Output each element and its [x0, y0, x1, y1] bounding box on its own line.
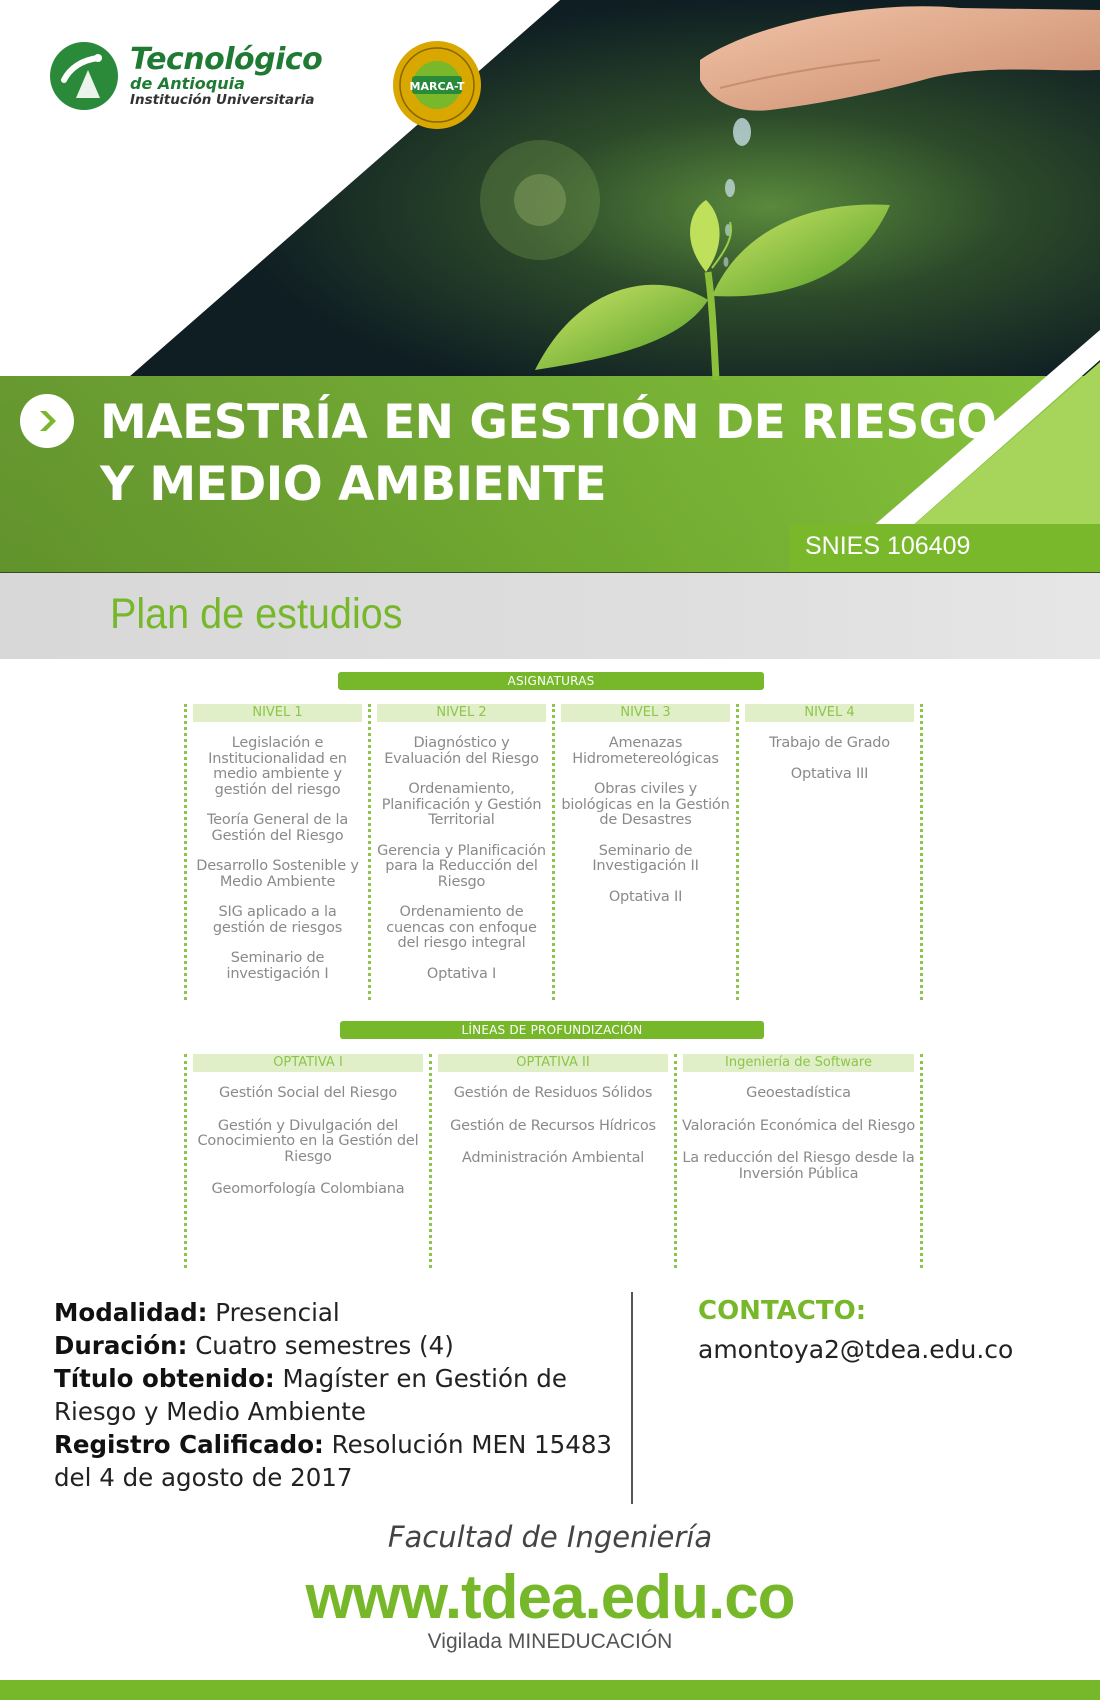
- list-item: Ordenamiento, Planificación y Gestión Territorial: [381, 781, 542, 828]
- modalidad-value: Presencial: [215, 1298, 340, 1327]
- program-title: MAESTRÍA EN GESTIÓN DE RIESGO Y MEDIO AMBIENTE: [100, 395, 997, 512]
- program-details: [54, 1296, 614, 1494]
- contact-label: CONTACTO:: [698, 1296, 867, 1326]
- duracion-value: Cuatro semestres (4): [195, 1331, 454, 1360]
- list-item: Gestión de Recursos Hídricos: [450, 1117, 656, 1134]
- list-item: Teoría General de la Gestión del Riesgo: [206, 812, 349, 844]
- level-label: NIVEL 3: [561, 704, 730, 722]
- list-item: Seminario de Investigación II: [592, 842, 699, 874]
- hero-banner: [0, 0, 1100, 575]
- list-item: Administración Ambiental: [461, 1150, 645, 1166]
- website-link[interactable]: www.tdea.edu.co: [305, 1563, 795, 1632]
- registro-row: [54, 1428, 614, 1494]
- duracion-row: [54, 1329, 614, 1362]
- titulo-label: Título obtenido:: [54, 1364, 275, 1393]
- duracion-label: Duración:: [54, 1331, 188, 1360]
- tdea-logo-icon: [48, 40, 120, 112]
- list-item: Gestión de Residuos Sólidos: [453, 1085, 653, 1101]
- line-column-1: [187, 1054, 429, 1213]
- list-item: Geoestadística: [746, 1085, 851, 1101]
- logo-name-line2: de Antioquia: [130, 73, 245, 93]
- divider: [631, 1292, 633, 1504]
- list-item: Gerencia y Planificación para la Reducción del Riesgo: [377, 842, 546, 890]
- asignaturas-header: ASIGNATURAS: [338, 672, 764, 690]
- list-item: Seminario de investigación I: [226, 950, 329, 982]
- footer-bar: [0, 1680, 1100, 1700]
- list-item: Geomorfología Colombiana: [211, 1181, 405, 1197]
- level-label: NIVEL 4: [745, 704, 914, 722]
- list-item: Diagnóstico y Evaluación del Riesgo: [384, 735, 539, 767]
- titulo-value: Magíster en Gestión de Riesgo y Medio Ambiente: [54, 1364, 567, 1426]
- list-item: Optativa I: [426, 965, 497, 982]
- profundizacion-grid: [184, 1054, 924, 1268]
- svg-text:MARCA-T: MARCA-T: [409, 80, 465, 93]
- profundizacion-header: LÍNEAS DE PROFUNDIZACIÓN: [340, 1021, 764, 1039]
- list-item: La reducción del Riesgo desde la Inversión Pública: [682, 1150, 915, 1182]
- line-label: OPTATIVA II: [438, 1054, 668, 1072]
- chevron-right-icon: [20, 394, 74, 448]
- registro-value: Resolución MEN 15483 del 4 de agosto de 2017: [54, 1430, 612, 1492]
- level-column-4: [739, 704, 920, 797]
- titulo-row: [54, 1362, 614, 1428]
- list-item: Ordenamiento de cuencas con enfoque del riesgo integral: [386, 904, 537, 951]
- line-label: Ingeniería de Software: [683, 1054, 914, 1072]
- level-column-2: [371, 704, 552, 997]
- list-item: Obras civiles y biológicas en la Gestión de Desastres: [561, 781, 730, 828]
- divider: [920, 1054, 923, 1268]
- modalidad-label: Modalidad:: [54, 1298, 208, 1327]
- line-column-3: [677, 1054, 920, 1197]
- list-item: Gestión Social del Riesgo: [218, 1085, 398, 1101]
- registro-label: Registro Calificado:: [54, 1430, 324, 1459]
- level-column-3: [555, 704, 736, 920]
- asignaturas-grid: [184, 704, 924, 1000]
- tdea-logo: [48, 40, 322, 112]
- line-label: OPTATIVA I: [193, 1054, 423, 1072]
- contact-email-link[interactable]: amontoya2@tdea.edu.co: [698, 1335, 1014, 1364]
- vigilada-text: Vigilada MINEDUCACIÓN: [427, 1630, 673, 1653]
- level-column-1: [187, 704, 368, 997]
- line-column-2: [432, 1054, 674, 1182]
- list-item: Valoración Económica del Riesgo: [681, 1117, 915, 1134]
- faculty-name: Facultad de Ingeniería: [387, 1520, 713, 1554]
- list-item: SIG aplicado a la gestión de riesgos: [212, 904, 343, 936]
- modalidad-row: [54, 1296, 614, 1329]
- list-item: Desarrollo Sostenible y Medio Ambiente: [196, 858, 359, 890]
- plan-title: Plan de estudios: [110, 590, 403, 638]
- list-item: Optativa III: [790, 765, 869, 782]
- level-label: NIVEL 1: [193, 704, 362, 722]
- list-item: Trabajo de Grado: [769, 735, 890, 751]
- list-item: Legislación e Institucionalidad en medio ambiente y gestión del riesgo: [208, 735, 347, 798]
- list-item: Amenazas Hidrometereológicas: [572, 735, 719, 767]
- marca-t-seal-icon: [392, 40, 482, 130]
- list-item: Optativa II: [608, 888, 683, 905]
- level-label: NIVEL 2: [377, 704, 546, 722]
- divider: [920, 704, 923, 1000]
- list-item: Gestión y Divulgación del Conocimiento en la Gestión del Riesgo: [197, 1117, 419, 1165]
- logo-name-line1: Tecnológico: [130, 41, 323, 77]
- logo-name-line3: Institución Universitaria: [130, 91, 315, 108]
- snies-code: SNIES 106409: [805, 532, 971, 560]
